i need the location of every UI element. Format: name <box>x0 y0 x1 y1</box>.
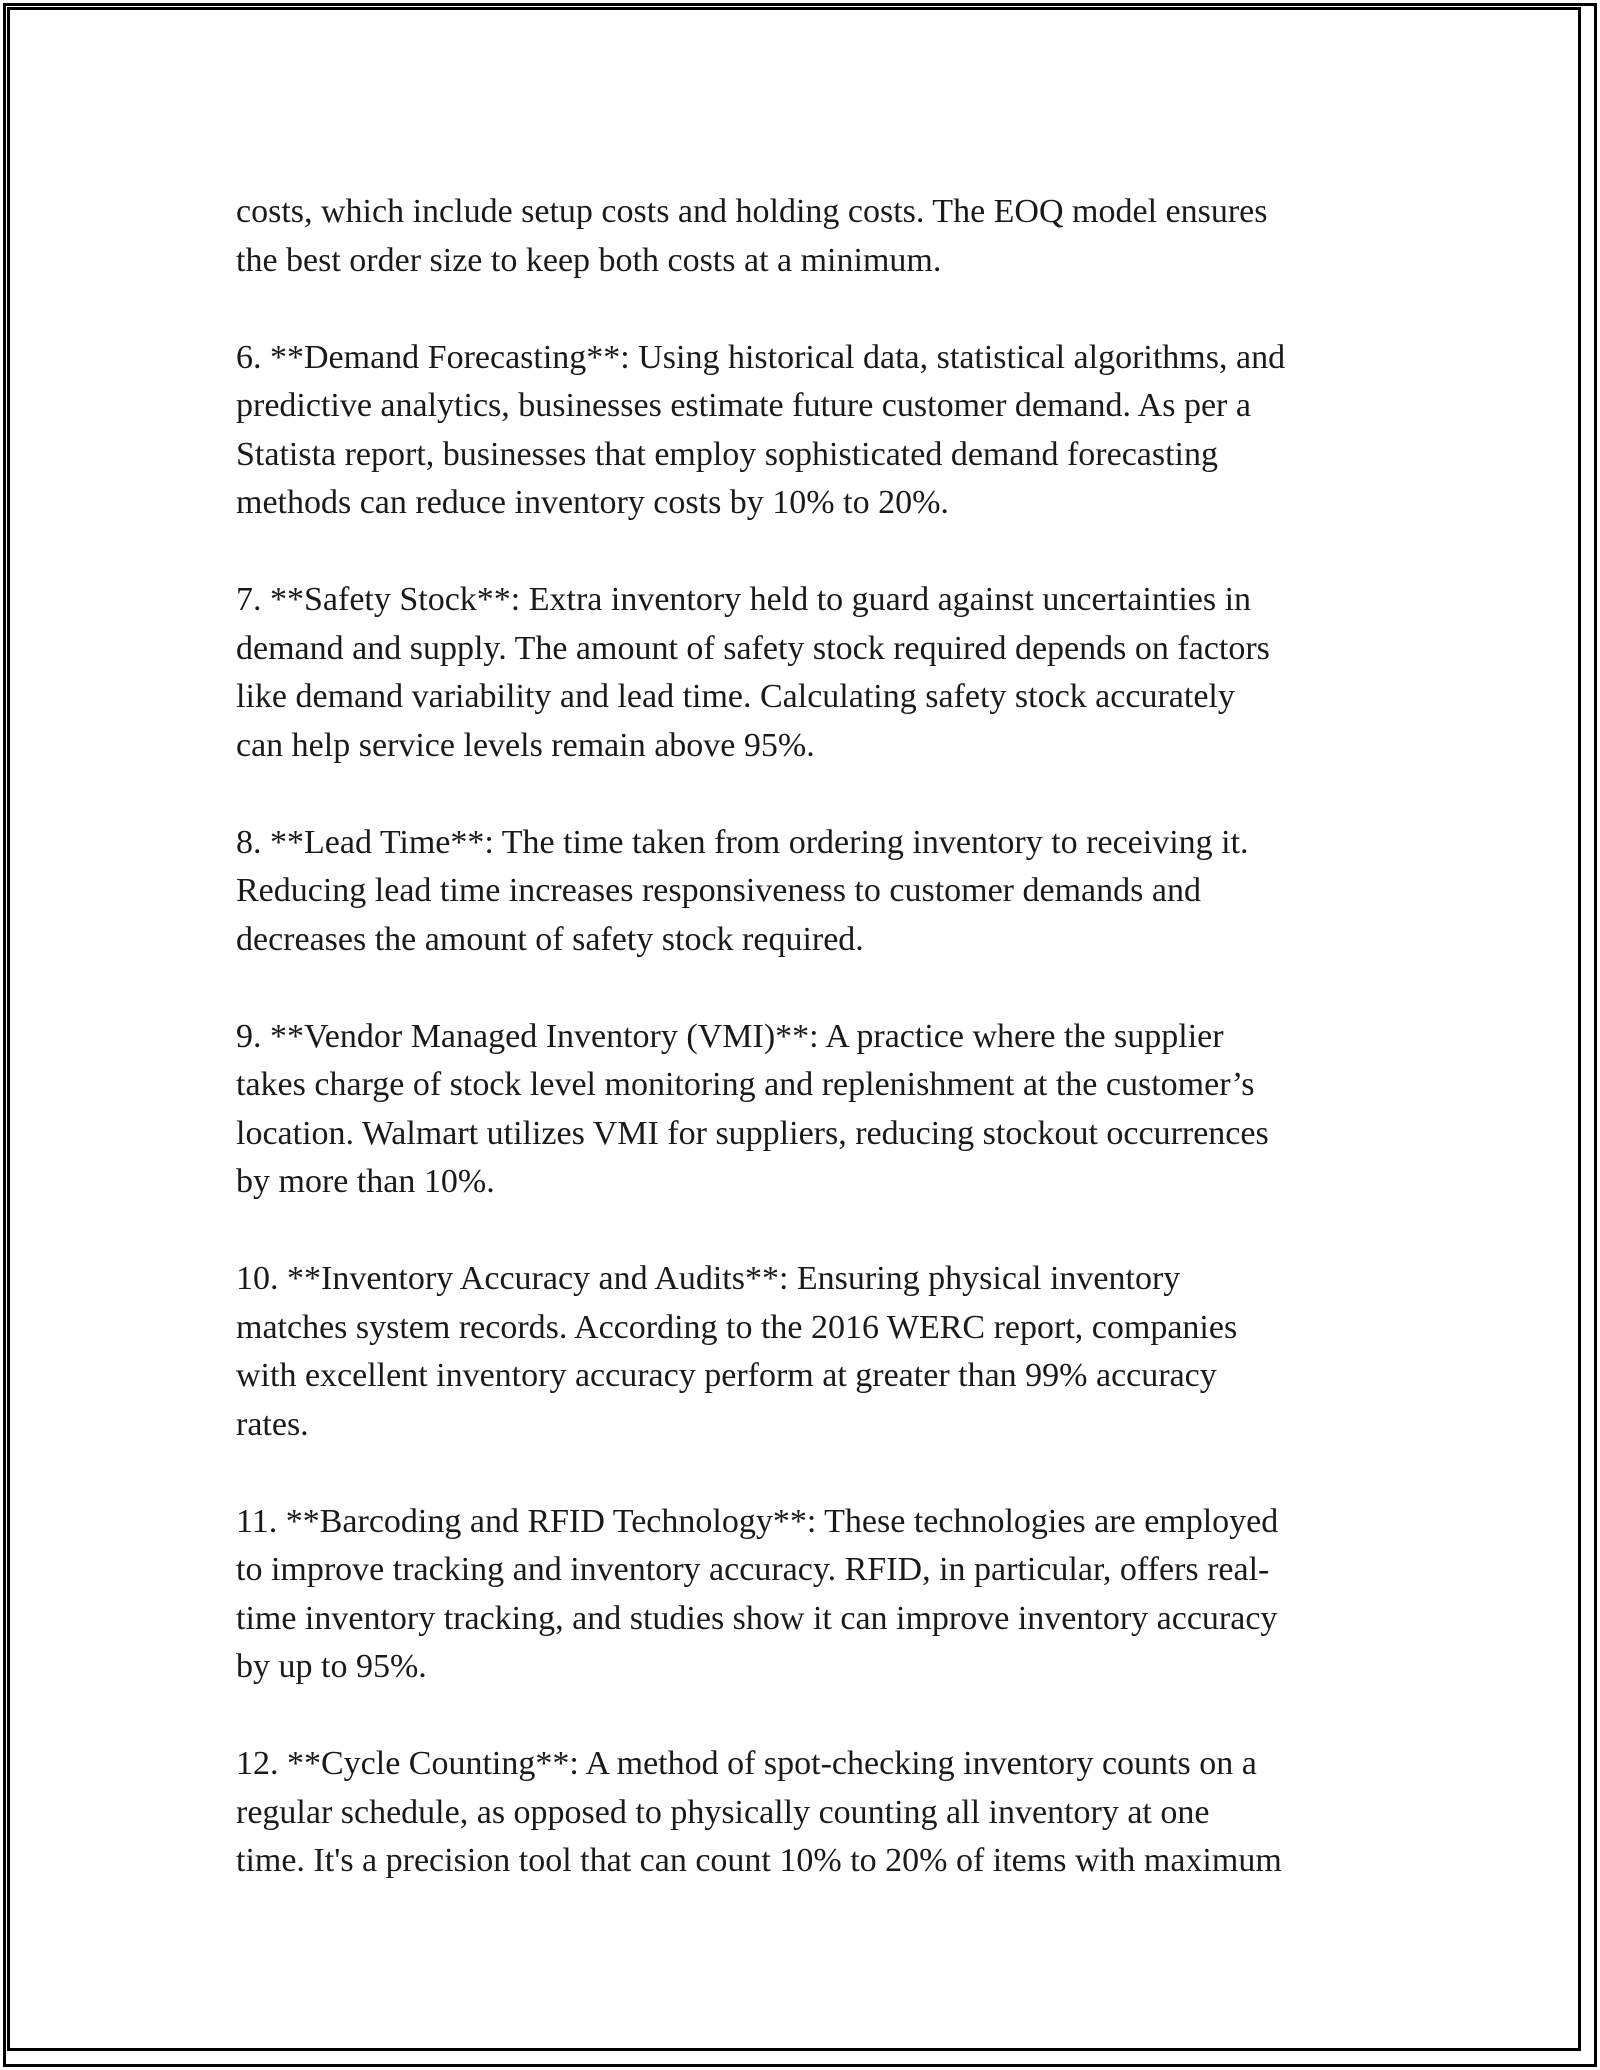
text-line: 11. **Barcoding and RFID Technology**: These technologies are employed <box>236 1502 1279 1540</box>
text-line: time. It's a precision tool that can count 10% to 20% of items with maximum <box>236 1842 1282 1879</box>
text-line: like demand variability and lead time. Calculating safety stock accurately <box>236 678 1235 715</box>
document-body <box>236 188 1386 1934</box>
text-line: 6. **Demand Forecasting**: Using historical data, statistical algorithms, and <box>236 338 1286 376</box>
text-line: the best order size to keep both costs at a minimum. <box>236 241 942 279</box>
text-line: predictive analytics, businesses estimate future customer demand. As per a <box>236 387 1251 424</box>
paragraph-inventory-accuracy <box>236 1255 1386 1449</box>
text-line: can help service levels remain above 95%. <box>236 726 815 764</box>
text-line: rates. <box>236 1405 309 1443</box>
text-line: by up to 95%. <box>236 1648 427 1685</box>
text-line: by more than 10%. <box>236 1163 495 1200</box>
text-line: Reducing lead time increases responsiveness to customer demands and <box>236 872 1201 909</box>
text-line: takes charge of stock level monitoring and replenishment at the customer’s <box>236 1066 1255 1103</box>
text-line: to improve tracking and inventory accuracy. RFID, in particular, offers real- <box>236 1551 1270 1588</box>
paragraph-eoq-continuation <box>236 188 1386 285</box>
text-line: regular schedule, as opposed to physically counting all inventory at one <box>236 1793 1210 1831</box>
paragraph-lead-time <box>236 819 1386 965</box>
text-line: with excellent inventory accuracy perform at greater than 99% accuracy <box>236 1357 1217 1394</box>
text-line: methods can reduce inventory costs by 10% to 20%. <box>236 484 949 521</box>
paragraph-barcoding-rfid <box>236 1498 1386 1692</box>
text-line: 7. **Safety Stock**: Extra inventory held to guard against uncertainties in <box>236 581 1252 618</box>
paragraph-vmi <box>236 1013 1386 1207</box>
text-line: Statista report, businesses that employ sophisticated demand forecasting <box>236 435 1218 473</box>
text-line: decreases the amount of safety stock required. <box>236 920 864 958</box>
text-line: time inventory tracking, and studies show it can improve inventory accuracy <box>236 1599 1278 1637</box>
paragraph-safety-stock <box>236 576 1386 770</box>
text-line: 8. **Lead Time**: The time taken from ordering inventory to receiving it. <box>236 823 1249 861</box>
paragraph-cycle-counting <box>236 1740 1386 1886</box>
text-line: demand and supply. The amount of safety stock required depends on factors <box>236 629 1270 667</box>
text-line: matches system records. According to the 2016 WERC report, companies <box>236 1308 1238 1346</box>
text-line: 10. **Inventory Accuracy and Audits**: Ensuring physical inventory <box>236 1260 1181 1297</box>
text-line: 9. **Vendor Managed Inventory (VMI)**: A practice where the supplier <box>236 1017 1224 1055</box>
text-line: location. Walmart utilizes VMI for suppliers, reducing stockout occurrences <box>236 1114 1269 1152</box>
paragraph-demand-forecasting <box>236 334 1386 528</box>
text-line: costs, which include setup costs and holding costs. The EOQ model ensures <box>236 193 1268 230</box>
text-line: 12. **Cycle Counting**: A method of spot-checking inventory counts on a <box>236 1745 1257 1782</box>
